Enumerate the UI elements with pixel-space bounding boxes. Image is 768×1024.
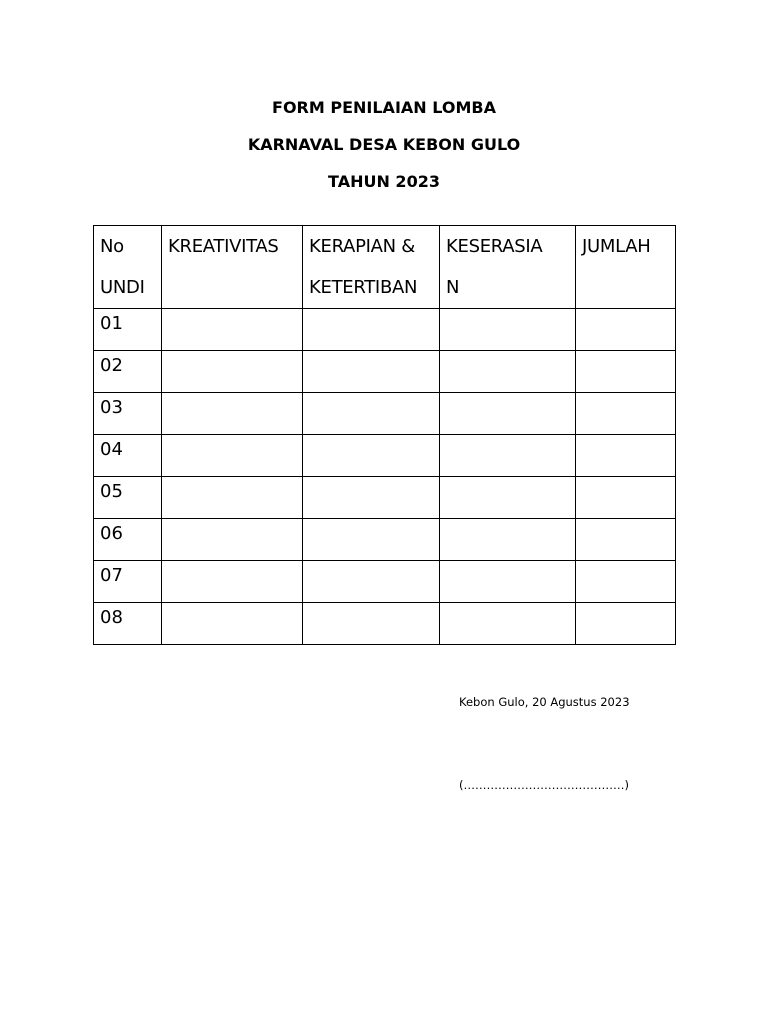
cell-jumlah: [576, 351, 676, 393]
cell-keserasian: [440, 435, 576, 477]
signature-line: (……………………………………): [459, 778, 629, 792]
cell-kerapian: [303, 561, 440, 603]
cell-kerapian: [303, 519, 440, 561]
form-title: [0, 89, 768, 200]
cell-jumlah: [576, 519, 676, 561]
cell-jumlah: [576, 435, 676, 477]
cell-kreativitas: [162, 309, 303, 351]
table-row: [94, 351, 676, 393]
cell-kerapian: [303, 309, 440, 351]
cell-no-undi: 07: [94, 561, 162, 603]
cell-keserasian: [440, 351, 576, 393]
header-cell-no-undi: [94, 226, 162, 309]
table-row: [94, 309, 676, 351]
cell-kreativitas: [162, 603, 303, 645]
cell-kreativitas: [162, 519, 303, 561]
cell-no-undi: 08: [94, 603, 162, 645]
cell-keserasian: [440, 561, 576, 603]
header-no-undi-label: No UNDI: [100, 236, 145, 298]
header-cell-kerapian: [303, 226, 440, 309]
cell-no-undi: 04: [94, 435, 162, 477]
cell-keserasian: [440, 309, 576, 351]
place-date: Kebon Gulo, 20 Agustus 2023: [459, 695, 630, 709]
header-kreativitas-label: KREATIVITAS: [168, 236, 279, 257]
cell-kreativitas: [162, 435, 303, 477]
cell-kerapian: [303, 351, 440, 393]
cell-kerapian: [303, 603, 440, 645]
table-row: [94, 519, 676, 561]
header-kerapian-label: KERAPIAN & KETERTIBAN: [309, 236, 418, 298]
cell-jumlah: [576, 477, 676, 519]
cell-keserasian: [440, 603, 576, 645]
cell-kerapian: [303, 477, 440, 519]
cell-kerapian: [303, 435, 440, 477]
header-cell-keserasian: [440, 226, 576, 309]
header-cell-kreativitas: [162, 226, 303, 309]
cell-jumlah: [576, 603, 676, 645]
cell-kerapian: [303, 393, 440, 435]
table-row: [94, 561, 676, 603]
form-title-line-2: KARNAVAL DESA KEBON GULO: [247, 135, 521, 154]
cell-keserasian: [440, 519, 576, 561]
cell-keserasian: [440, 393, 576, 435]
cell-jumlah: [576, 393, 676, 435]
cell-keserasian: [440, 477, 576, 519]
cell-no-undi: 01: [94, 309, 162, 351]
cell-kreativitas: [162, 477, 303, 519]
cell-no-undi: 03: [94, 393, 162, 435]
cell-no-undi: 06: [94, 519, 162, 561]
cell-no-undi: 02: [94, 351, 162, 393]
cell-no-undi: 05: [94, 477, 162, 519]
score-table-header-row: [94, 226, 676, 309]
form-title-line-3: TAHUN 2023: [328, 172, 440, 191]
table-row: [94, 477, 676, 519]
table-row: [94, 603, 676, 645]
header-keserasian-label: KESERASIA N: [446, 236, 543, 298]
table-row: [94, 393, 676, 435]
cell-kreativitas: [162, 351, 303, 393]
cell-kreativitas: [162, 393, 303, 435]
cell-jumlah: [576, 561, 676, 603]
header-cell-jumlah: [576, 226, 676, 309]
cell-kreativitas: [162, 561, 303, 603]
cell-jumlah: [576, 309, 676, 351]
header-jumlah-label: JUMLAH: [582, 236, 651, 257]
form-title-line-1: FORM PENILAIAN LOMBA: [272, 98, 496, 117]
table-row: [94, 435, 676, 477]
score-table: [93, 225, 676, 645]
